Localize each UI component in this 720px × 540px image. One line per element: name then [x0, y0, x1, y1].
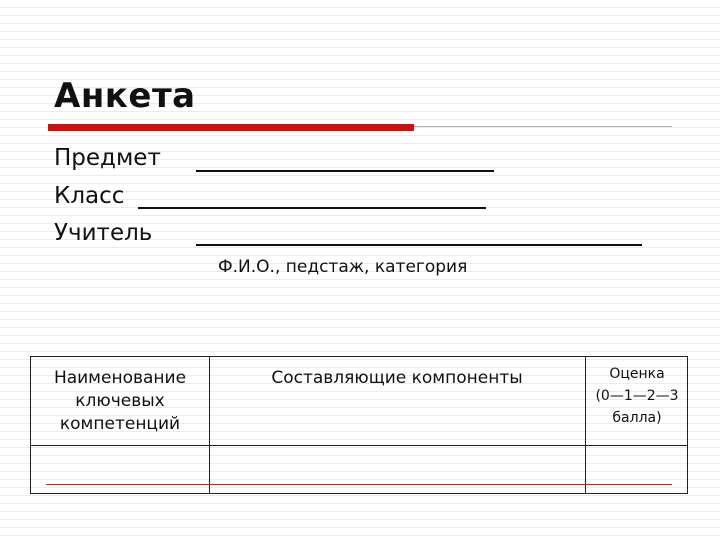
header-competences-line: ключевых — [75, 391, 165, 411]
table-cell-score[interactable] — [586, 446, 687, 493]
header-score-line: балла) — [612, 410, 662, 426]
teacher-field-line[interactable] — [196, 244, 642, 246]
title-accent-bar — [48, 124, 414, 131]
table-cell-components[interactable] — [210, 446, 585, 493]
header-competences-line: Наименование — [53, 368, 187, 388]
teacher-caption: Ф.И.О., педстаж, категория — [218, 257, 468, 277]
bottom-accent-line — [46, 484, 672, 485]
subject-field-line[interactable] — [196, 170, 494, 172]
header-components: Составляющие компоненты — [271, 368, 523, 388]
competence-table — [30, 356, 688, 494]
header-score-line: Оценка — [609, 366, 665, 382]
class-label: Класс — [54, 183, 125, 209]
header-competences — [31, 367, 209, 436]
table-cell-competence[interactable] — [31, 446, 209, 493]
page-title: Анкета — [54, 76, 196, 116]
teacher-label: Учитель — [54, 220, 153, 246]
subject-label: Предмет — [54, 145, 161, 171]
header-score — [585, 363, 689, 429]
header-competences-line: компетенций — [59, 414, 181, 434]
title-divider — [414, 126, 672, 127]
class-field-line[interactable] — [138, 207, 486, 209]
header-score-line: (0—1—2—3 — [595, 388, 679, 404]
